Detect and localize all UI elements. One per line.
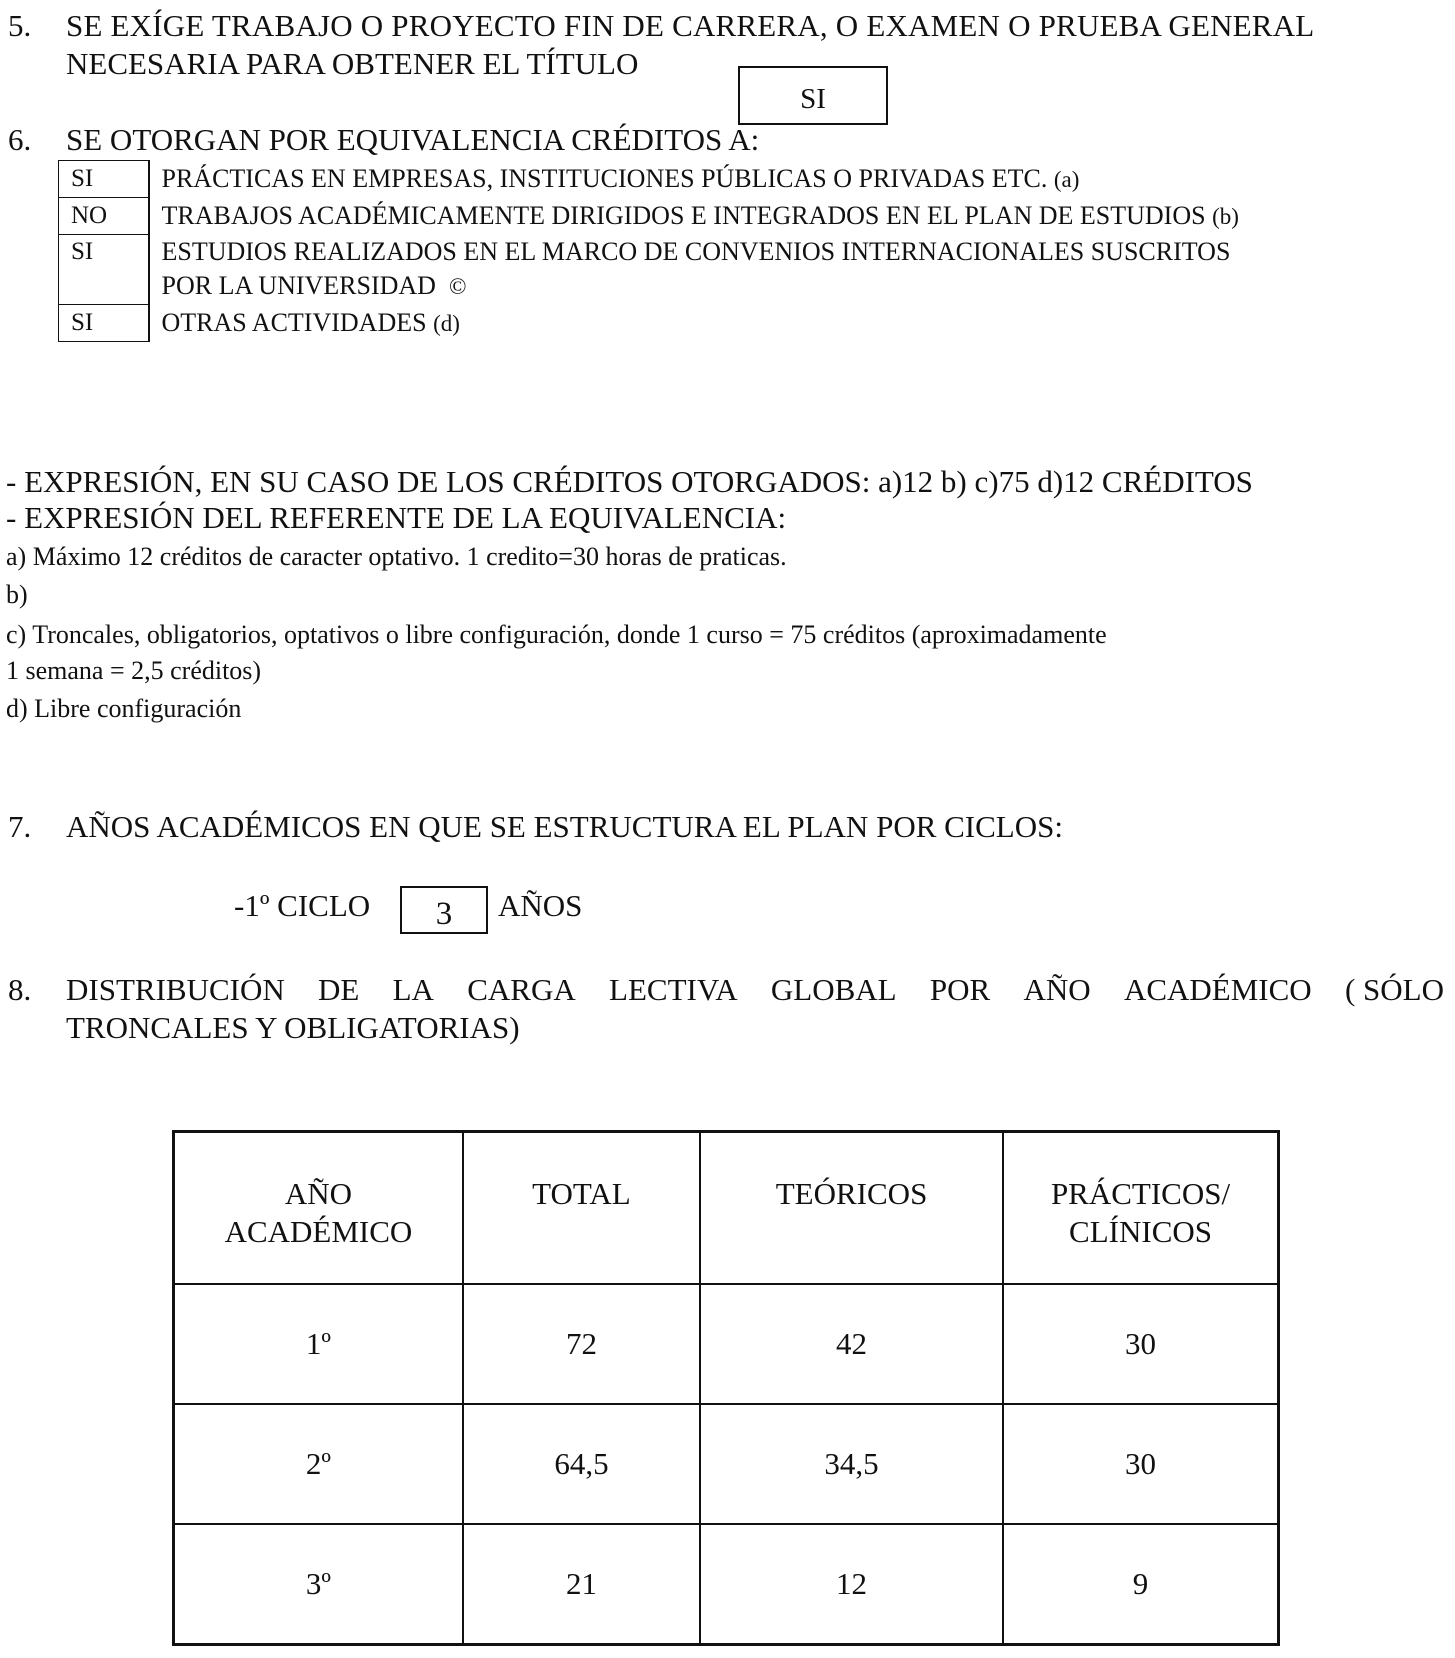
title-word: AÑO [1023, 972, 1091, 1007]
section-8-number: 8. [8, 972, 32, 1007]
section-5-question-line1: SE EXÍGE TRABAJO O PROYECTO FIN DE CARRERA, O EXAMEN O PRUEBA GENERAL [66, 8, 1315, 43]
title-word: DE [318, 972, 360, 1007]
cycle-label: -1º CICLO [234, 888, 371, 923]
cell-year: 3º [174, 1524, 463, 1645]
title-word-last: SÓLO [1363, 972, 1444, 1007]
equivalence-item [59, 235, 1240, 305]
item-note: (b) [1212, 203, 1239, 229]
table-header-row [174, 1132, 1279, 1284]
section-6-number: 6. [8, 122, 32, 157]
years-label: AÑOS [498, 888, 583, 923]
header-academic-year [174, 1132, 463, 1284]
table-row [174, 1284, 1279, 1404]
table-row [174, 1524, 1279, 1645]
title-word: DISTRIBUCIÓN [66, 972, 285, 1007]
cell-practice: 9 [1003, 1524, 1278, 1645]
equivalence-answer-box: SI [59, 161, 149, 198]
header-line: PRÁCTICOS/ [1050, 1176, 1231, 1211]
header-theory [700, 1132, 1003, 1284]
cell-practice: 30 [1003, 1404, 1278, 1524]
cell-theory: 12 [700, 1524, 1003, 1645]
equivalence-item-text [149, 305, 1240, 342]
header-line: TEÓRICOS [775, 1176, 928, 1211]
credits-referent-heading: - EXPRESIÓN DEL REFERENTE DE LA EQUIVALENCIA: [6, 500, 787, 535]
cell-theory: 34,5 [700, 1404, 1003, 1524]
item-note: © [448, 273, 467, 299]
title-word: ACADÉMICO [1123, 972, 1312, 1007]
cell-total: 21 [463, 1524, 700, 1645]
section-5-number: 5. [8, 8, 32, 43]
section-7-number: 7. [8, 809, 32, 844]
cell-practice: 30 [1003, 1284, 1278, 1404]
header-total [463, 1132, 700, 1284]
cell-total: 72 [463, 1284, 700, 1404]
equivalence-item-text [149, 198, 1240, 235]
item-label-continued: POR LA UNIVERSIDAD [161, 270, 436, 300]
cell-theory: 42 [700, 1284, 1003, 1404]
equivalence-item [59, 198, 1240, 235]
title-word [1345, 972, 1444, 1008]
section-6-title: SE OTORGAN POR EQUIVALENCIA CRÉDITOS A: [66, 122, 760, 157]
item-label: OTRAS ACTIVIDADES [161, 307, 427, 337]
credits-note-c-continued: 1 semana = 2,5 créditos) [6, 656, 262, 685]
section-8-title-line1 [66, 972, 1444, 1008]
header-line: ACADÉMICO [224, 1214, 413, 1249]
credits-note-c: c) Troncales, obligatorios, optativos o libre configuración, donde 1 curso = 75 créditos (aproximadamente [6, 620, 1107, 649]
equivalence-credits-list [58, 160, 1240, 342]
cell-year: 2º [174, 1404, 463, 1524]
title-word-paren: ( [1344, 972, 1356, 1007]
title-word: POR [929, 972, 991, 1007]
header-practice [1003, 1132, 1278, 1284]
title-word: LECTIVA [609, 972, 738, 1007]
table-row [174, 1404, 1279, 1524]
section-5-question-line2: NECESARIA PARA OBTENER EL TÍTULO [66, 46, 639, 81]
equivalence-item [59, 305, 1240, 342]
equivalence-item-text [149, 235, 1240, 305]
cell-total: 64,5 [463, 1404, 700, 1524]
header-line: CLÍNICOS [1069, 1214, 1212, 1249]
cell-year: 1º [174, 1284, 463, 1404]
equivalence-answer-box: SI [59, 235, 149, 305]
item-note: (d) [433, 310, 460, 336]
equivalence-item [59, 161, 1240, 198]
header-line: TOTAL [532, 1176, 631, 1211]
section-7-title: AÑOS ACADÉMICOS EN QUE SE ESTRUCTURA EL PLAN POR CICLOS: [66, 809, 1063, 844]
title-word: CARGA [467, 972, 576, 1007]
equivalence-answer-box: NO [59, 198, 149, 235]
section-5-answer-box: SI [738, 66, 888, 125]
credits-note-d: d) Libre configuración [6, 694, 242, 723]
title-word: GLOBAL [770, 972, 897, 1007]
credits-expression: - EXPRESIÓN, EN SU CASO DE LOS CRÉDITOS OTORGADOS: a)12 b) c)75 d)12 CRÉDITOS [6, 464, 1253, 499]
equivalence-answer-box: SI [59, 305, 149, 342]
cycle-years-box: 3 [400, 886, 488, 934]
item-note: (a) [1053, 166, 1080, 192]
load-distribution-table [172, 1130, 1280, 1646]
item-label: PRÁCTICAS EN EMPRESAS, INSTITUCIONES PÚBLICAS O PRIVADAS ETC. [161, 163, 1048, 193]
title-word: LA [392, 972, 434, 1007]
header-line: AÑO [284, 1176, 353, 1211]
equivalence-item-text [149, 161, 1240, 198]
item-label: ESTUDIOS REALIZADOS EN EL MARCO DE CONVENIOS INTERNACIONALES SUSCRITOS [161, 236, 1231, 266]
item-label: TRABAJOS ACADÉMICAMENTE DIRIGIDOS E INTEGRADOS EN EL PLAN DE ESTUDIOS [161, 200, 1206, 230]
credits-note-a: a) Máximo 12 créditos de caracter optativo. 1 credito=30 horas de praticas. [6, 542, 787, 571]
credits-note-b: b) [6, 580, 28, 609]
section-8-title-line2: TRONCALES Y OBLIGATORIAS) [66, 1010, 520, 1045]
